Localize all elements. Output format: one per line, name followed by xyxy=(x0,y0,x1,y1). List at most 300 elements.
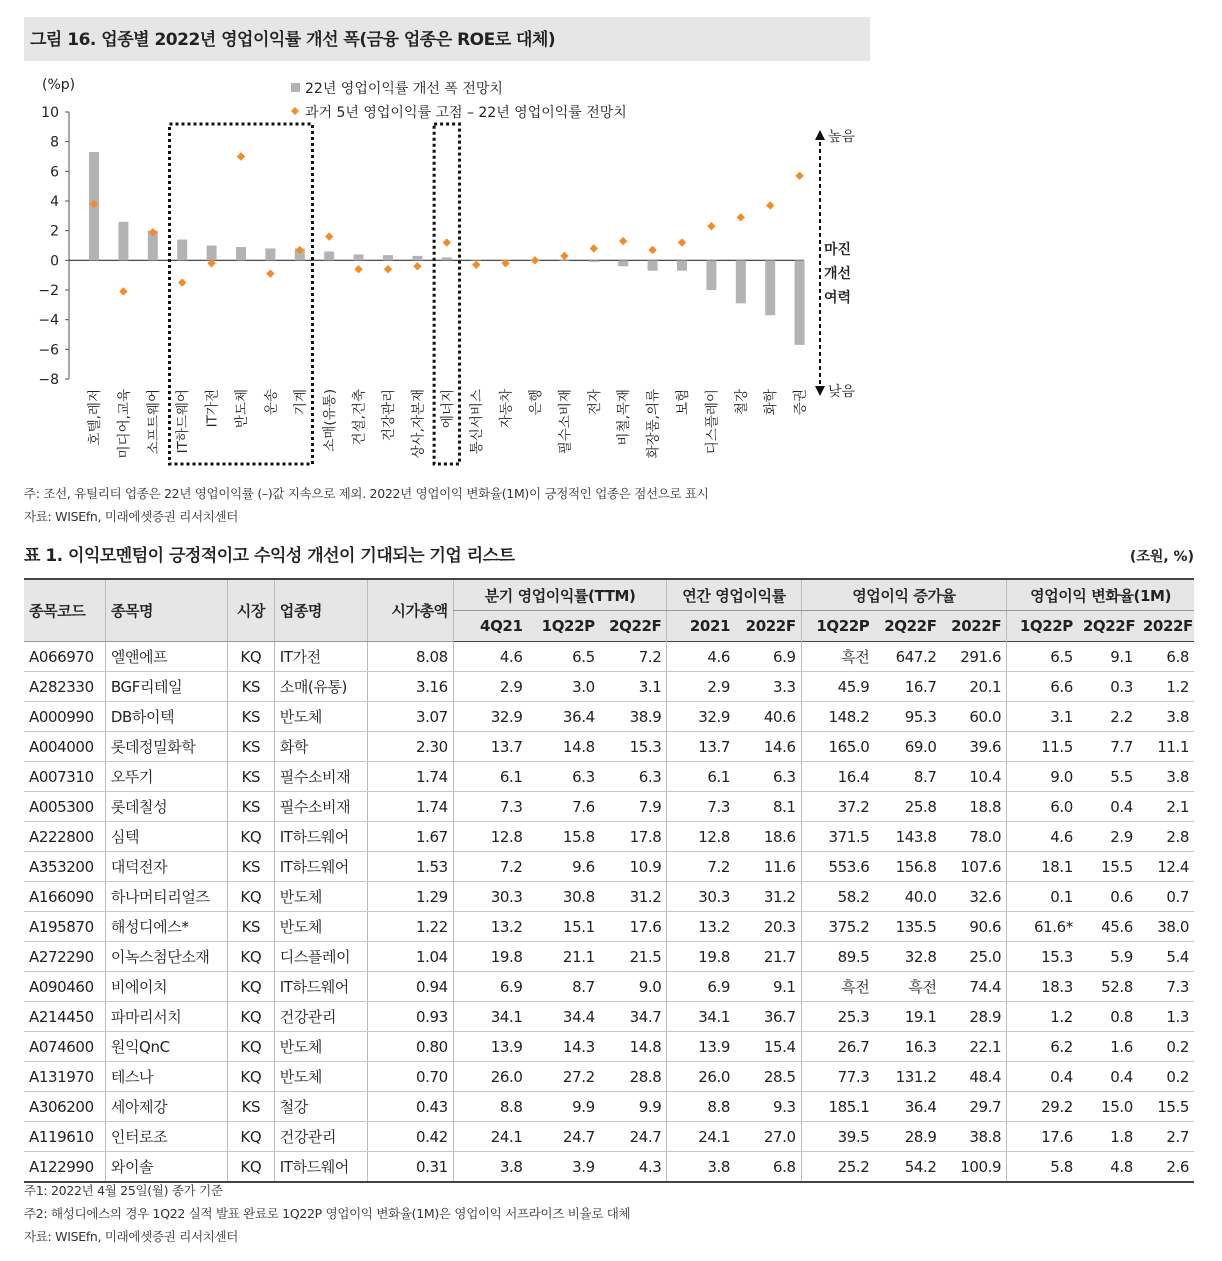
cell-value: 14.3 xyxy=(528,1032,600,1062)
cell-value: 36.4 xyxy=(874,1092,941,1122)
cell-value: 6.5 xyxy=(1007,642,1078,672)
th-group-op-revision: 영업이익 변화율(1M) xyxy=(1007,579,1194,611)
cell-value: 5.4 xyxy=(1138,942,1194,972)
cell-value: 0.2 xyxy=(1138,1062,1194,1092)
cell-sector: IT가전 xyxy=(274,642,368,672)
x-category-label: 전자 xyxy=(586,389,603,416)
legend-bar-swatch xyxy=(291,83,300,92)
cell-sector: IT하드웨어 xyxy=(274,1152,368,1183)
cell-value: 28.9 xyxy=(942,1002,1007,1032)
cell-name: 와이솔 xyxy=(105,1152,227,1183)
th-sub: 4Q21 xyxy=(453,611,527,642)
marker-point xyxy=(178,278,186,286)
cell-value: 2.7 xyxy=(1138,1122,1194,1152)
cell-sector: 반도체 xyxy=(274,912,368,942)
cell-value: 14.8 xyxy=(600,1032,667,1062)
y-tick-label: −4 xyxy=(38,312,59,329)
cell-mcap: 1.04 xyxy=(368,942,453,972)
cell-name: 이녹스첨단소재 xyxy=(105,942,227,972)
cell-code: A131970 xyxy=(24,1062,105,1092)
cell-mcap: 0.43 xyxy=(368,1092,453,1122)
cell-code: A214450 xyxy=(24,1002,105,1032)
table-row xyxy=(24,822,1194,852)
label-margin-2: 개선 xyxy=(824,266,852,282)
x-category-label: 기계 xyxy=(292,389,309,416)
th-sub: 2Q22F xyxy=(600,611,667,642)
cell-name: 심텍 xyxy=(105,822,227,852)
cell-value: 647.2 xyxy=(874,642,941,672)
cell-value: 291.6 xyxy=(942,642,1007,672)
th-sub: 2022F xyxy=(1138,611,1194,642)
cell-value: 38.8 xyxy=(942,1122,1007,1152)
cell-value: 107.6 xyxy=(942,852,1007,882)
table-title: 표 1. 이익모멘텀이 긍정적이고 수익성 개선이 기대되는 기업 리스트 xyxy=(24,546,515,566)
cell-value: 18.3 xyxy=(1007,972,1078,1002)
cell-code: A282330 xyxy=(24,672,105,702)
cell-mcap: 0.42 xyxy=(368,1122,453,1152)
cell-value: 12.4 xyxy=(1138,852,1194,882)
cell-value: 0.1 xyxy=(1007,882,1078,912)
y-tick-label: 0 xyxy=(50,253,59,270)
th-sub: 2022F xyxy=(735,611,801,642)
cell-value: 89.5 xyxy=(801,942,874,972)
y-tick-label: −6 xyxy=(38,342,59,359)
cell-value: 6.3 xyxy=(528,762,600,792)
cell-value: 15.1 xyxy=(528,912,600,942)
marker-point xyxy=(266,269,274,277)
cell-name: 엘앤에프 xyxy=(105,642,227,672)
cell-value: 9.9 xyxy=(600,1092,667,1122)
cell-mcap: 0.70 xyxy=(368,1062,453,1092)
cell-name: 롯데정밀화학 xyxy=(105,732,227,762)
cell-market: KS xyxy=(227,702,274,732)
cell-name: 인터로조 xyxy=(105,1122,227,1152)
cell-value: 28.5 xyxy=(735,1062,801,1092)
cell-value: 17.8 xyxy=(600,822,667,852)
cell-value: 54.2 xyxy=(874,1152,941,1183)
cell-mcap: 3.07 xyxy=(368,702,453,732)
marker-point xyxy=(560,252,568,260)
figure-title: 그림 16. 업종별 2022년 영업이익률 개선 폭(금융 업종은 ROE로 대체) xyxy=(24,17,870,61)
x-category-label: 화장품,의류 xyxy=(645,389,662,459)
x-category-label: 보험 xyxy=(675,389,691,416)
marker-point xyxy=(707,222,715,230)
cell-value: 29.2 xyxy=(1007,1092,1078,1122)
cell-code: A166090 xyxy=(24,882,105,912)
marker-point xyxy=(384,265,392,273)
cell-value: 4.6 xyxy=(453,642,527,672)
bar xyxy=(442,257,452,260)
cell-name: 하나머티리얼즈 xyxy=(105,882,227,912)
cell-value: 69.0 xyxy=(874,732,941,762)
cell-value: 2.9 xyxy=(453,672,527,702)
label-margin-3: 여력 xyxy=(824,290,852,306)
cell-value: 6.8 xyxy=(735,1152,801,1183)
cell-value: 27.2 xyxy=(528,1062,600,1092)
cell-value: 16.7 xyxy=(874,672,941,702)
label-low: 낮음 xyxy=(828,384,856,400)
label-margin-1: 마진 xyxy=(824,242,852,258)
cell-value: 7.2 xyxy=(453,852,527,882)
th-group-quarterly-margin: 분기 영업이익률(TTM) xyxy=(453,579,667,611)
cell-value: 7.7 xyxy=(1078,732,1138,762)
cell-value: 1.2 xyxy=(1007,1002,1078,1032)
cell-value: 38.0 xyxy=(1138,912,1194,942)
x-category-label: 비철,목재 xyxy=(616,389,633,446)
cell-value: 39.5 xyxy=(801,1122,874,1152)
cell-value: 17.6 xyxy=(1007,1122,1078,1152)
cell-market: KS xyxy=(227,792,274,822)
bar xyxy=(736,260,746,303)
cell-value: 6.6 xyxy=(1007,672,1078,702)
x-category-label: 화학 xyxy=(763,389,780,416)
cell-value: 78.0 xyxy=(942,822,1007,852)
cell-sector: 반도체 xyxy=(274,702,368,732)
company-table xyxy=(24,578,1194,1183)
cell-value: 4.6 xyxy=(667,642,735,672)
cell-value: 2.6 xyxy=(1138,1152,1194,1183)
cell-value: 74.4 xyxy=(942,972,1007,1002)
cell-value: 19.8 xyxy=(667,942,735,972)
table-unit: (조원, %) xyxy=(1129,549,1194,565)
cell-value: 12.8 xyxy=(667,822,735,852)
cell-value: 7.2 xyxy=(667,852,735,882)
cell-value: 0.4 xyxy=(1007,1062,1078,1092)
cell-value: 28.9 xyxy=(874,1122,941,1152)
cell-name: 테스나 xyxy=(105,1062,227,1092)
cell-value: 29.7 xyxy=(942,1092,1007,1122)
table-row xyxy=(24,912,1194,942)
marker-point xyxy=(795,172,803,180)
cell-sector: 반도체 xyxy=(274,1062,368,1092)
table-row xyxy=(24,972,1194,1002)
cell-name: 세아제강 xyxy=(105,1092,227,1122)
cell-value: 371.5 xyxy=(801,822,874,852)
cell-code: A122990 xyxy=(24,1152,105,1183)
cell-value: 21.1 xyxy=(528,942,600,972)
cell-value: 36.7 xyxy=(735,1002,801,1032)
cell-value: 61.6* xyxy=(1007,912,1078,942)
th-code: 종목코드 xyxy=(24,579,105,642)
th-group-annual-margin: 연간 영업이익률 xyxy=(667,579,801,611)
x-category-label: 필수소비재 xyxy=(557,389,574,455)
cell-name: 원익QnC xyxy=(105,1032,227,1062)
cell-value: 3.0 xyxy=(528,672,600,702)
cell-value: 14.8 xyxy=(528,732,600,762)
cell-value: 6.5 xyxy=(528,642,600,672)
cell-value: 0.7 xyxy=(1138,882,1194,912)
bar xyxy=(412,256,422,260)
cell-value: 25.3 xyxy=(801,1002,874,1032)
cell-mcap: 1.74 xyxy=(368,792,453,822)
legend-marker-label: 과거 5년 영업이익률 고점 – 22년 영업이익률 전망치 xyxy=(305,105,627,121)
bar xyxy=(677,260,687,270)
cell-market: KS xyxy=(227,912,274,942)
cell-value: 6.8 xyxy=(1138,642,1194,672)
cell-value: 7.9 xyxy=(600,792,667,822)
marker-point xyxy=(237,152,245,160)
cell-value: 9.1 xyxy=(1078,642,1138,672)
cell-code: A000990 xyxy=(24,702,105,732)
cell-value: 15.3 xyxy=(600,732,667,762)
cell-value: 0.4 xyxy=(1078,1062,1138,1092)
cell-sector: 소매(유통) xyxy=(274,672,368,702)
cell-value: 156.8 xyxy=(874,852,941,882)
arrow-up-icon xyxy=(815,130,825,140)
cell-value: 40.6 xyxy=(735,702,801,732)
chart-footnote: 주: 조선, 유틸리티 업종은 22년 영업이익률 (–)값 지속으로 제외. 2022년 영업이익 변화율(1M)이 긍정적인 업종은 점선으로 표시 xyxy=(24,486,709,501)
cell-value: 11.1 xyxy=(1138,732,1194,762)
cell-value: 4.8 xyxy=(1078,1152,1138,1183)
bar xyxy=(706,260,716,290)
cell-value: 3.1 xyxy=(1007,702,1078,732)
marker-point xyxy=(678,238,686,246)
cell-value: 15.8 xyxy=(528,822,600,852)
cell-mcap: 8.08 xyxy=(368,642,453,672)
cell-value: 6.1 xyxy=(453,762,527,792)
cell-mcap: 1.67 xyxy=(368,822,453,852)
cell-value: 9.3 xyxy=(735,1092,801,1122)
cell-value: 20.1 xyxy=(942,672,1007,702)
marker-point xyxy=(325,232,333,240)
cell-value: 6.1 xyxy=(667,762,735,792)
cell-name: 비에이치 xyxy=(105,972,227,1002)
bar xyxy=(471,260,481,261)
cell-code: A306200 xyxy=(24,1092,105,1122)
th-group-op-growth: 영업이익 증가율 xyxy=(801,579,1007,611)
cell-value: 21.5 xyxy=(600,942,667,972)
cell-value: 15.4 xyxy=(735,1032,801,1062)
arrow-down-icon xyxy=(815,386,825,396)
cell-value: 100.9 xyxy=(942,1152,1007,1183)
cell-code: A066970 xyxy=(24,642,105,672)
cell-value: 13.9 xyxy=(667,1032,735,1062)
cell-value: 11.6 xyxy=(735,852,801,882)
table-source: 자료: WISEfn, 미래에셋증권 리서치센터 xyxy=(24,1229,239,1244)
cell-value: 11.5 xyxy=(1007,732,1078,762)
cell-value: 19.8 xyxy=(453,942,527,972)
cell-value: 185.1 xyxy=(801,1092,874,1122)
bar xyxy=(324,251,334,260)
cell-value: 흑전 xyxy=(874,972,941,1002)
cell-value: 3.9 xyxy=(528,1152,600,1183)
cell-sector: 필수소비재 xyxy=(274,762,368,792)
cell-value: 16.4 xyxy=(801,762,874,792)
marker-point xyxy=(737,213,745,221)
cell-value: 12.8 xyxy=(453,822,527,852)
marker-point xyxy=(531,256,539,264)
cell-value: 14.6 xyxy=(735,732,801,762)
marker-point xyxy=(413,262,421,270)
cell-mcap: 1.53 xyxy=(368,852,453,882)
table-footnote-2: 주2: 해성디에스의 경우 1Q22 실적 발표 완료로 1Q22P 영업이익 변화율(1M)은 영업이익 서프라이즈 비율로 대체 xyxy=(24,1206,631,1221)
cell-value: 37.2 xyxy=(801,792,874,822)
cell-name: DB하이텍 xyxy=(105,702,227,732)
legend-marker-swatch xyxy=(291,107,299,115)
cell-value: 17.6 xyxy=(600,912,667,942)
cell-value: 6.9 xyxy=(453,972,527,1002)
cell-value: 9.9 xyxy=(528,1092,600,1122)
table-row xyxy=(24,762,1194,792)
y-tick-label: 2 xyxy=(50,223,59,240)
cell-market: KS xyxy=(227,852,274,882)
cell-mcap: 0.93 xyxy=(368,1002,453,1032)
cell-value: 38.9 xyxy=(600,702,667,732)
cell-value: 6.9 xyxy=(735,642,801,672)
cell-value: 9.0 xyxy=(600,972,667,1002)
cell-sector: IT하드웨어 xyxy=(274,852,368,882)
cell-value: 2.2 xyxy=(1078,702,1138,732)
cell-value: 30.8 xyxy=(528,882,600,912)
cell-value: 40.0 xyxy=(874,882,941,912)
cell-value: 58.2 xyxy=(801,882,874,912)
x-category-label: 철강 xyxy=(733,389,750,416)
cell-value: 10.9 xyxy=(600,852,667,882)
cell-sector: 반도체 xyxy=(274,1032,368,1062)
cell-code: A004000 xyxy=(24,732,105,762)
cell-value: 4.6 xyxy=(1007,822,1078,852)
table-footnote-1: 주1: 2022년 4월 25일(월) 종가 기준 xyxy=(24,1183,223,1198)
sector-margin-chart xyxy=(24,66,870,476)
marker-point xyxy=(119,287,127,295)
cell-value: 1.3 xyxy=(1138,1002,1194,1032)
cell-value: 26.0 xyxy=(667,1062,735,1092)
table-row xyxy=(24,1032,1194,1062)
chart-source: 자료: WISEfn, 미래에셋증권 리서치센터 xyxy=(24,509,239,524)
bar xyxy=(177,240,187,261)
y-tick-label: 8 xyxy=(50,134,59,151)
x-category-label: IT가전 xyxy=(204,389,221,428)
table-row xyxy=(24,672,1194,702)
cell-value: 36.4 xyxy=(528,702,600,732)
cell-value: 2.8 xyxy=(1138,822,1194,852)
cell-market: KS xyxy=(227,672,274,702)
bar xyxy=(795,260,805,345)
x-category-label: 건설,건축 xyxy=(351,389,368,446)
cell-sector: 건강관리 xyxy=(274,1122,368,1152)
th-sector: 업종명 xyxy=(274,579,368,642)
cell-value: 28.8 xyxy=(600,1062,667,1092)
x-category-label: 상사,자본재 xyxy=(410,389,427,459)
cell-value: 19.1 xyxy=(874,1002,941,1032)
x-category-label: 미디어,교육 xyxy=(116,389,133,459)
cell-value: 13.2 xyxy=(667,912,735,942)
bar xyxy=(383,255,393,260)
th-sub: 2Q22F xyxy=(1078,611,1138,642)
th-sub: 2022F xyxy=(942,611,1007,642)
label-high: 높음 xyxy=(828,129,856,145)
cell-value: 15.5 xyxy=(1138,1092,1194,1122)
x-category-label: 에너지 xyxy=(439,389,456,429)
bar xyxy=(265,248,275,260)
cell-market: KQ xyxy=(227,642,274,672)
cell-value: 31.2 xyxy=(735,882,801,912)
cell-value: 148.2 xyxy=(801,702,874,732)
cell-value: 95.3 xyxy=(874,702,941,732)
cell-value: 15.5 xyxy=(1078,852,1138,882)
cell-code: A195870 xyxy=(24,912,105,942)
table-row xyxy=(24,792,1194,822)
cell-market: KQ xyxy=(227,1062,274,1092)
cell-value: 22.1 xyxy=(942,1032,1007,1062)
table-row xyxy=(24,1002,1194,1032)
cell-value: 9.6 xyxy=(528,852,600,882)
marker-point xyxy=(443,238,451,246)
table-row xyxy=(24,942,1194,972)
cell-value: 3.1 xyxy=(600,672,667,702)
cell-value: 131.2 xyxy=(874,1062,941,1092)
cell-value: 5.5 xyxy=(1078,762,1138,792)
x-category-label: 증권 xyxy=(792,389,809,416)
x-category-label: 소프트웨어 xyxy=(145,389,162,455)
cell-value: 165.0 xyxy=(801,732,874,762)
cell-value: 6.2 xyxy=(1007,1032,1078,1062)
marker-point xyxy=(766,201,774,209)
table-row xyxy=(24,642,1194,672)
x-category-label: 건강관리 xyxy=(381,389,397,442)
cell-value: 0.4 xyxy=(1078,792,1138,822)
cell-value: 32.8 xyxy=(874,942,941,972)
cell-value: 48.4 xyxy=(942,1062,1007,1092)
cell-value: 16.3 xyxy=(874,1032,941,1062)
cell-name: 해성디에스* xyxy=(105,912,227,942)
cell-value: 34.7 xyxy=(600,1002,667,1032)
cell-value: 6.3 xyxy=(735,762,801,792)
cell-value: 60.0 xyxy=(942,702,1007,732)
cell-mcap: 0.31 xyxy=(368,1152,453,1183)
x-category-label: IT하드웨어 xyxy=(175,389,192,454)
cell-value: 5.9 xyxy=(1078,942,1138,972)
cell-value: 8.7 xyxy=(874,762,941,792)
cell-value: 5.8 xyxy=(1007,1152,1078,1183)
cell-value: 7.2 xyxy=(600,642,667,672)
cell-market: KQ xyxy=(227,1032,274,1062)
table-row xyxy=(24,1122,1194,1152)
cell-sector: 철강 xyxy=(274,1092,368,1122)
th-mcap: 시가총액 xyxy=(368,579,453,642)
cell-value: 7.3 xyxy=(453,792,527,822)
cell-name: 대덕전자 xyxy=(105,852,227,882)
y-tick-label: 6 xyxy=(50,164,59,181)
marker-point xyxy=(472,261,480,269)
cell-name: 오뚜기 xyxy=(105,762,227,792)
bar xyxy=(618,260,628,266)
cell-value: 21.7 xyxy=(735,942,801,972)
y-unit-label: (%p) xyxy=(42,77,76,93)
cell-name: BGF리테일 xyxy=(105,672,227,702)
cell-value: 18.1 xyxy=(1007,852,1078,882)
cell-value: 27.0 xyxy=(735,1122,801,1152)
cell-market: KQ xyxy=(227,1122,274,1152)
cell-value: 31.2 xyxy=(600,882,667,912)
cell-sector: 화학 xyxy=(274,732,368,762)
cell-value: 45.6 xyxy=(1078,912,1138,942)
cell-value: 13.2 xyxy=(453,912,527,942)
x-category-label: 은행 xyxy=(528,389,544,416)
cell-sector: 건강관리 xyxy=(274,1002,368,1032)
cell-value: 26.7 xyxy=(801,1032,874,1062)
cell-value: 8.8 xyxy=(453,1092,527,1122)
cell-value: 34.1 xyxy=(667,1002,735,1032)
cell-value: 45.9 xyxy=(801,672,874,702)
th-sub: 2Q22F xyxy=(874,611,941,642)
cell-market: KS xyxy=(227,732,274,762)
cell-code: A074600 xyxy=(24,1032,105,1062)
cell-value: 24.1 xyxy=(453,1122,527,1152)
cell-market: KQ xyxy=(227,972,274,1002)
cell-value: 1.8 xyxy=(1078,1122,1138,1152)
cell-value: 52.8 xyxy=(1078,972,1138,1002)
